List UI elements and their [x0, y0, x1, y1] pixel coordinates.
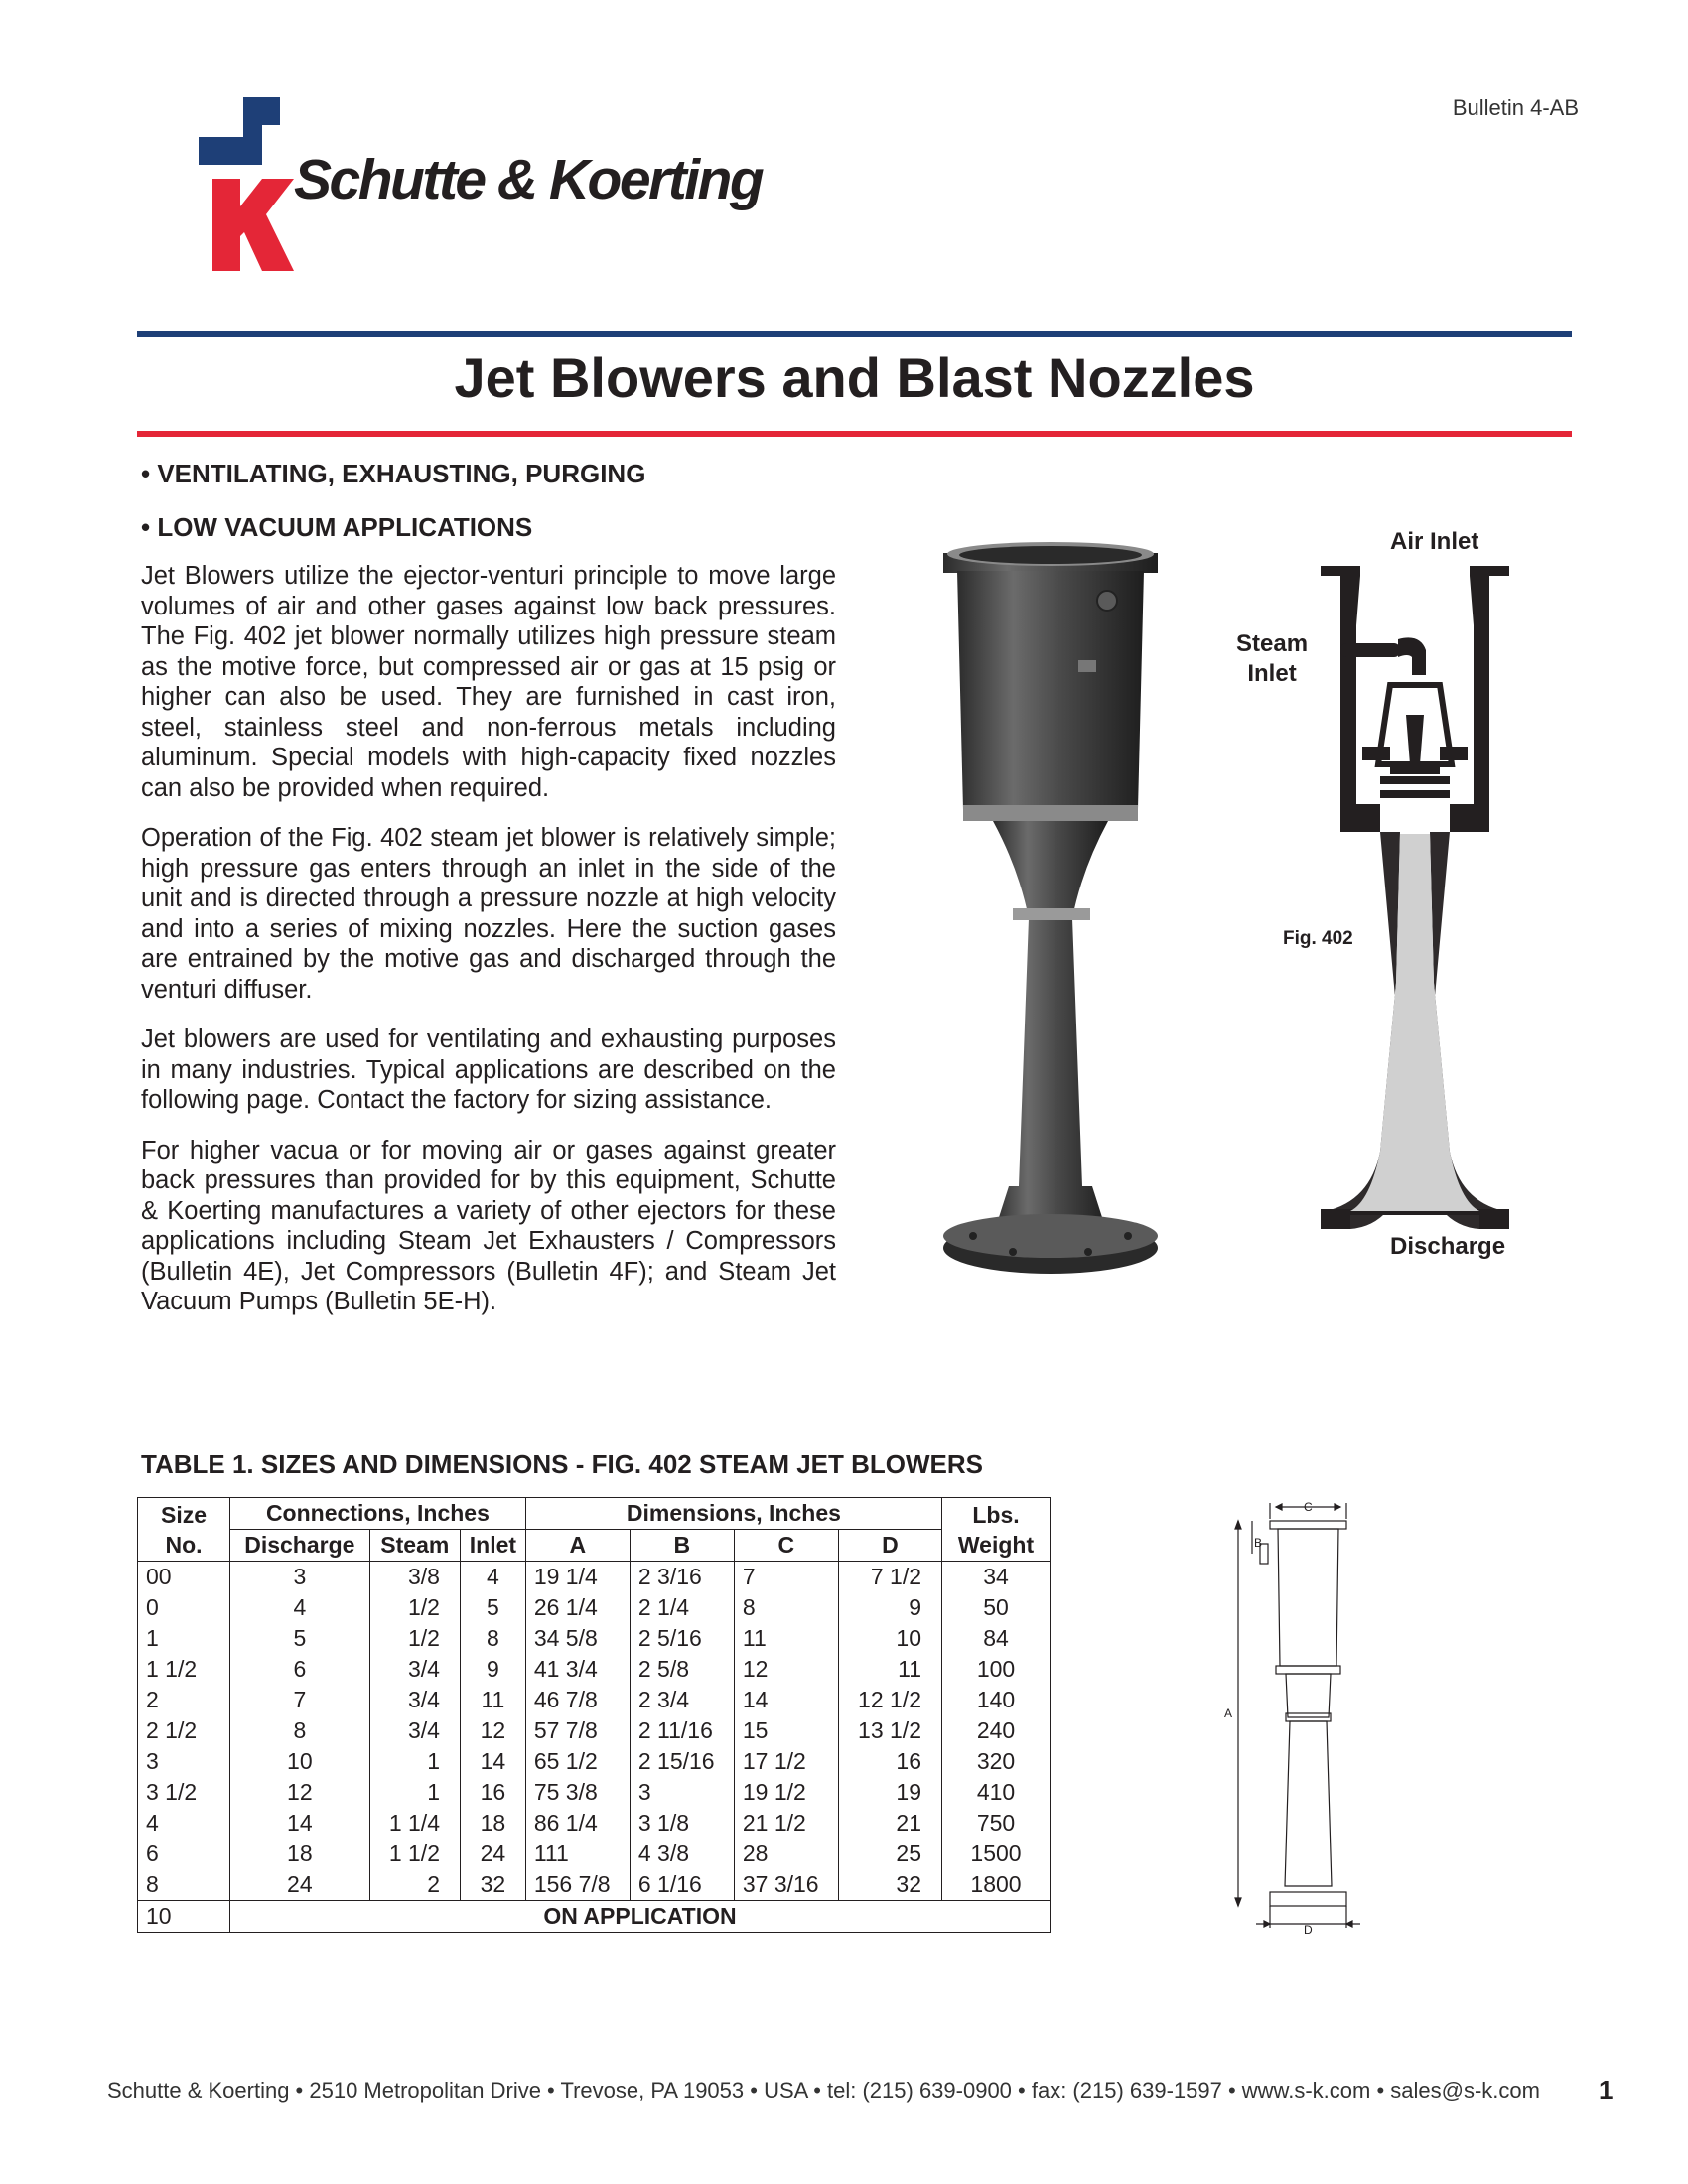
table-cell: 3 [230, 1562, 370, 1593]
table-row [138, 1839, 1051, 1869]
table-cell: 24 [460, 1839, 525, 1869]
table-cell: 1800 [942, 1869, 1051, 1901]
table-cell: 00 [138, 1562, 230, 1593]
steam-inlet-line1: Steam [1236, 630, 1309, 657]
table-cell: 410 [942, 1777, 1051, 1808]
table-cell: 3/4 [369, 1685, 460, 1715]
table-cell: 7 [230, 1685, 370, 1715]
paragraph: For higher vacua or for moving air or gases against greater back pressures than provided for by this equipment, Schutte & Koerting manufactures a variety of other ejectors for these applications including Steam Jet Exhausters / Compressors (Bulletin 4E), Jet Compressors (Bulletin 4F); and Steam Jet Vacuum Pumps (Bulletin 5E-H). [141, 1136, 836, 1315]
table-cell: 28 [734, 1839, 838, 1869]
table-row [138, 1685, 1051, 1715]
table-cell: 1 [138, 1623, 230, 1654]
table-cell: 11 [734, 1623, 838, 1654]
table-cell: 1 1/4 [369, 1808, 460, 1839]
paragraph: Jet Blowers utilize the ejector-venturi principle to move large volumes of air and other gases against low back pressures. The Fig. 402 jet blower normally utilizes high pressure steam as the motive force, but compressed air or gas at 15 psig or higher can also be used. They are furnished in cast iron, steel, stainless steel and non-ferrous metals including aluminum. Special models with high-capacity fixed nozzles can also be provided when required. [141, 562, 836, 802]
table-cell: 32 [838, 1869, 941, 1901]
table-cell: 25 [838, 1839, 941, 1869]
table-cell: 19 1/2 [734, 1777, 838, 1808]
bullet-low-vacuum: • LOW VACUUM APPLICATIONS [141, 512, 533, 542]
table-cell: 1 1/2 [138, 1654, 230, 1685]
table-cell: 4 [460, 1562, 525, 1593]
page-number: 1 [1599, 2075, 1614, 2105]
table-cell: 26 1/4 [525, 1592, 630, 1623]
cross-section-diagram [1231, 516, 1609, 1251]
table-cell: 46 7/8 [525, 1685, 630, 1715]
table-cell: 7 1/2 [838, 1562, 941, 1593]
table-cell: 6 [230, 1654, 370, 1685]
table-cell: 8 [138, 1869, 230, 1901]
table-cell: 0 [138, 1592, 230, 1623]
table-cell: 10 [138, 1901, 230, 1933]
table-row [138, 1715, 1051, 1746]
steam-inlet-label [1236, 629, 1308, 689]
table-row [138, 1592, 1051, 1623]
table-cell: 2 [138, 1685, 230, 1715]
table-cell: 14 [460, 1746, 525, 1777]
table-cell: 24 [230, 1869, 370, 1901]
bulletin-number: Bulletin 4-AB [1452, 95, 1579, 120]
table-cell: 1/2 [369, 1592, 460, 1623]
table-cell: 3/4 [369, 1715, 460, 1746]
column-header: B [630, 1530, 734, 1562]
table-cell: 100 [942, 1654, 1051, 1685]
dimensions-header: Dimensions, Inches [525, 1498, 941, 1530]
table-cell: 3 1/8 [630, 1808, 734, 1839]
table-cell: 3/4 [369, 1654, 460, 1685]
table-cell: 5 [460, 1592, 525, 1623]
jet-blower-photo [933, 541, 1231, 1315]
dimensions-table [137, 1497, 1051, 1933]
table-cell: 2 15/16 [630, 1746, 734, 1777]
table-cell: 1/2 [369, 1623, 460, 1654]
figure-number: Fig. 402 [1283, 928, 1353, 949]
table-cell: 2 1/4 [630, 1592, 734, 1623]
weight-header-line1: Lbs. [972, 1501, 1020, 1528]
dim-c-label: C [1304, 1500, 1313, 1514]
table-cell: 86 1/4 [525, 1808, 630, 1839]
table-cell: 3 1/2 [138, 1777, 230, 1808]
table-cell: 50 [942, 1592, 1051, 1623]
bottom-rule [137, 431, 1572, 437]
discharge-label: Discharge [1390, 1233, 1506, 1260]
table-cell: 3/8 [369, 1562, 460, 1593]
table-cell: 19 [838, 1777, 941, 1808]
dim-d-label: D [1304, 1923, 1313, 1936]
table-cell: 12 [734, 1654, 838, 1685]
table-cell: 140 [942, 1685, 1051, 1715]
table-row [138, 1746, 1051, 1777]
table-cell: 1 [369, 1777, 460, 1808]
table-row [138, 1654, 1051, 1685]
table-cell: 12 1/2 [838, 1685, 941, 1715]
table-cell: 6 [138, 1839, 230, 1869]
body-text [141, 561, 836, 1337]
page-title: Jet Blowers and Blast Nozzles [454, 346, 1255, 409]
sk-logo-icon [199, 97, 298, 276]
table-row [138, 1562, 1051, 1593]
table-cell: 4 [230, 1592, 370, 1623]
table-row [138, 1777, 1051, 1808]
table-row-last [138, 1901, 1051, 1933]
table-cell: 4 3/8 [630, 1839, 734, 1869]
table-cell: 10 [838, 1623, 941, 1654]
table-cell: 6 1/16 [630, 1869, 734, 1901]
table-cell: 3 [138, 1746, 230, 1777]
table-cell: 84 [942, 1623, 1051, 1654]
column-header: A [525, 1530, 630, 1562]
table-cell: 37 3/16 [734, 1869, 838, 1901]
table-row [138, 1623, 1051, 1654]
footer-contact: Schutte & Koerting • 2510 Metropolitan Drive • Trevose, PA 19053 • USA • tel: (215) 639-0900 • fax: (215) 639-1597 • www.s-k.com • sales@s-k.com [107, 2078, 1540, 2103]
table-cell: 1500 [942, 1839, 1051, 1869]
table-cell: 21 1/2 [734, 1808, 838, 1839]
table-cell: 18 [230, 1839, 370, 1869]
weight-header [942, 1498, 1051, 1562]
table-cell: 16 [838, 1746, 941, 1777]
paragraph: Jet blowers are used for ventilating and exhausting purposes in many industries. Typical applications are described on the following page. Contact the factory for sizing assistance. [141, 1025, 836, 1114]
table-cell: 12 [460, 1715, 525, 1746]
air-inlet-label: Air Inlet [1390, 528, 1479, 555]
table-cell: 18 [460, 1808, 525, 1839]
table-cell: 41 3/4 [525, 1654, 630, 1685]
dim-a-label: A [1224, 1706, 1233, 1720]
table-cell: 11 [460, 1685, 525, 1715]
table-cell: 1 1/2 [369, 1839, 460, 1869]
table-cell: 21 [838, 1808, 941, 1839]
table-cell: 13 1/2 [838, 1715, 941, 1746]
column-header: Steam [369, 1530, 460, 1562]
steam-inlet-line2: Inlet [1247, 660, 1297, 687]
table-cell: 57 7/8 [525, 1715, 630, 1746]
dimension-drawing [1216, 1499, 1415, 1936]
table-cell: 111 [525, 1839, 630, 1869]
column-header: D [838, 1530, 941, 1562]
table-cell: 750 [942, 1808, 1051, 1839]
size-header [138, 1498, 230, 1562]
table-cell: 3 [630, 1777, 734, 1808]
table-cell: 19 1/4 [525, 1562, 630, 1593]
table-cell: 2 11/16 [630, 1715, 734, 1746]
connections-header: Connections, Inches [230, 1498, 526, 1530]
table-cell: 156 7/8 [525, 1869, 630, 1901]
dim-b-label: B [1254, 1536, 1263, 1550]
table-cell: 12 [230, 1777, 370, 1808]
table-cell: 1 [369, 1746, 460, 1777]
table-cell: 32 [460, 1869, 525, 1901]
table-cell: 75 3/8 [525, 1777, 630, 1808]
bullet-ventilating: • VENTILATING, EXHAUSTING, PURGING [141, 459, 646, 488]
table-row [138, 1869, 1051, 1901]
table-cell: 2 1/2 [138, 1715, 230, 1746]
on-application-note: ON APPLICATION [230, 1901, 1051, 1933]
weight-header-line2: Weight [957, 1531, 1035, 1558]
size-header-line2: No. [165, 1531, 203, 1558]
table-cell: 2 3/4 [630, 1685, 734, 1715]
company-logo [199, 97, 794, 276]
table-cell: 2 5/8 [630, 1654, 734, 1685]
table-cell: 10 [230, 1746, 370, 1777]
table-cell: 320 [942, 1746, 1051, 1777]
column-header: Discharge [230, 1530, 370, 1562]
table-cell: 8 [460, 1623, 525, 1654]
table-cell: 9 [460, 1654, 525, 1685]
column-header: Inlet [460, 1530, 525, 1562]
table-cell: 2 5/16 [630, 1623, 734, 1654]
table-row [138, 1808, 1051, 1839]
table-cell: 7 [734, 1562, 838, 1593]
table-cell: 11 [838, 1654, 941, 1685]
table-cell: 2 3/16 [630, 1562, 734, 1593]
table-caption: TABLE 1. SIZES AND DIMENSIONS - FIG. 402 STEAM JET BLOWERS [141, 1449, 983, 1479]
table-cell: 240 [942, 1715, 1051, 1746]
table-cell: 14 [734, 1685, 838, 1715]
paragraph: Operation of the Fig. 402 steam jet blower is relatively simple; high pressure gas enters through an inlet in the side of the unit and is directed through a pressure nozzle at high velocity and into a series of mixing nozzles. Here the suction gases are entrained by the motive gas and discharged through the venturi diffuser. [141, 824, 836, 1004]
table-cell: 14 [230, 1808, 370, 1839]
table-cell: 2 [369, 1869, 460, 1901]
table-cell: 65 1/2 [525, 1746, 630, 1777]
table-cell: 34 [942, 1562, 1051, 1593]
column-header: C [734, 1530, 838, 1562]
size-header-line1: Size [160, 1501, 208, 1528]
company-name: Schutte & Koerting [294, 148, 763, 211]
table-cell: 17 1/2 [734, 1746, 838, 1777]
table-cell: 8 [230, 1715, 370, 1746]
table-cell: 15 [734, 1715, 838, 1746]
table-cell: 9 [838, 1592, 941, 1623]
table-cell: 5 [230, 1623, 370, 1654]
table-cell: 8 [734, 1592, 838, 1623]
table-cell: 16 [460, 1777, 525, 1808]
table-cell: 34 5/8 [525, 1623, 630, 1654]
top-rule [137, 331, 1572, 337]
table-cell: 4 [138, 1808, 230, 1839]
